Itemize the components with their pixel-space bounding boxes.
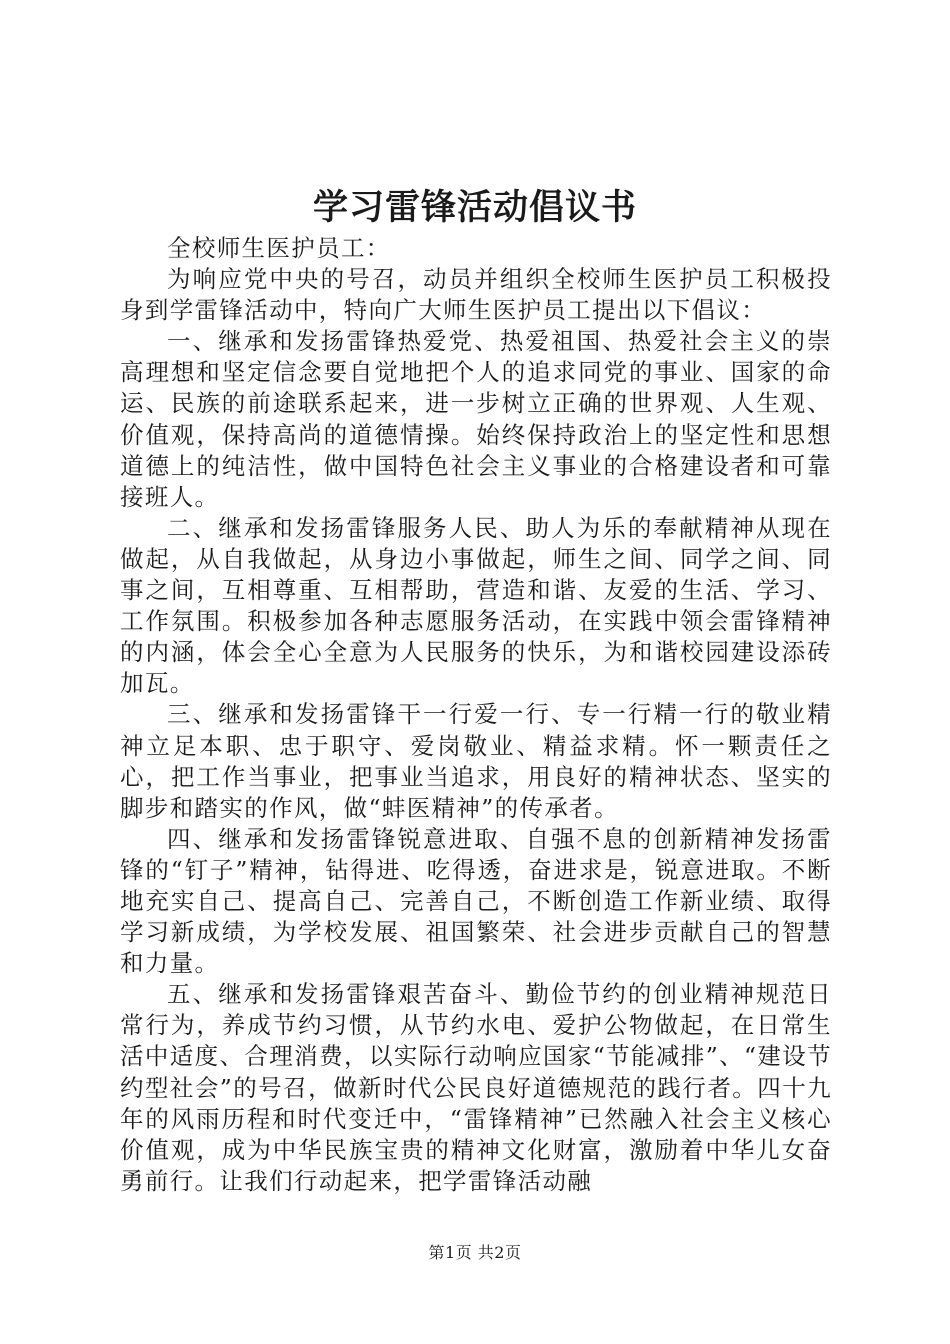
- document-title: 学习雷锋活动倡议书: [312, 187, 637, 228]
- paragraph-3: 三、继承和发扬雷锋干一行爱一行、专一行精一行的敬业精神立足本职、忠于职守、爱岗敬业、精益求精。怀一颗责任之心，把工作当事业，把事业当追求，用良好的精神状态、坚实的脚步和踏实的作风，做“蚌医精神”的传承者。: [120, 700, 832, 822]
- paragraph-5: 五、继承和发扬雷锋艰苦奋斗、勤俭节约的创业精神规范日常行为，养成节约习惯，从节约水电、爱护公物做起，在日常生活中适度、合理消费，以实际行动响应国家“节能减排”、“建设节约型社会”的号召，做新时代公民良好道德规范的践行者。四十九年的风雨历程和时代变迁中，“雷锋精神”已然融入社会主义核心价值观，成为中华民族宝贵的精神文化财富，激励着中华儿女奋勇前行。让我们行动起来，把学雷锋活动融: [120, 980, 832, 1195]
- paragraph-2: 二、继承和发扬雷锋服务人民、助人为乐的奉献精神从现在做起，从自我做起，从身边小事做起，师生之间、同学之间、同事之间，互相尊重、互相帮助，营造和谐、友爱的生活、学习、工作氛围。积极参加各种志愿服务活动，在实践中领会雷锋精神的内涵，体会全心全意为人民服务的快乐，为和谐校园建设添砖加瓦。: [120, 513, 832, 698]
- paragraph-4: 四、继承和发扬雷锋锐意进取、自强不息的创新精神发扬雷锋的“钉子”精神，钻得进、吃得透，奋进求是，锐意进取。不断地充实自己、提高自己、完善自己，不断创造工作新业绩、取得学习新成绩，为学校发展、祖国繁荣、社会进步贡献自己的智慧和力量。: [120, 824, 832, 978]
- paragraph-intro: 为响应党中央的号召，动员并组织全校师生医护员工积极投身到学雷锋活动中，特向广大师生医护员工提出以下倡议：: [120, 265, 832, 325]
- document-body: [120, 233, 832, 1197]
- page-footer: 第1页 共2页: [428, 1243, 522, 1262]
- salutation: 全校师生医护员工：: [167, 234, 391, 262]
- paragraph-1: 一、继承和发扬雷锋热爱党、热爱祖国、热爱社会主义的崇高理想和坚定信念要自觉地把个人的追求同党的事业、国家的命运、民族的前途联系起来，进一步树立正确的世界观、人生观、价值观，保持高尚的道德情操。始终保持政治上的坚定性和思想道德上的纯洁性，做中国特色社会主义事业的合格建设者和可靠接班人。: [120, 327, 832, 511]
